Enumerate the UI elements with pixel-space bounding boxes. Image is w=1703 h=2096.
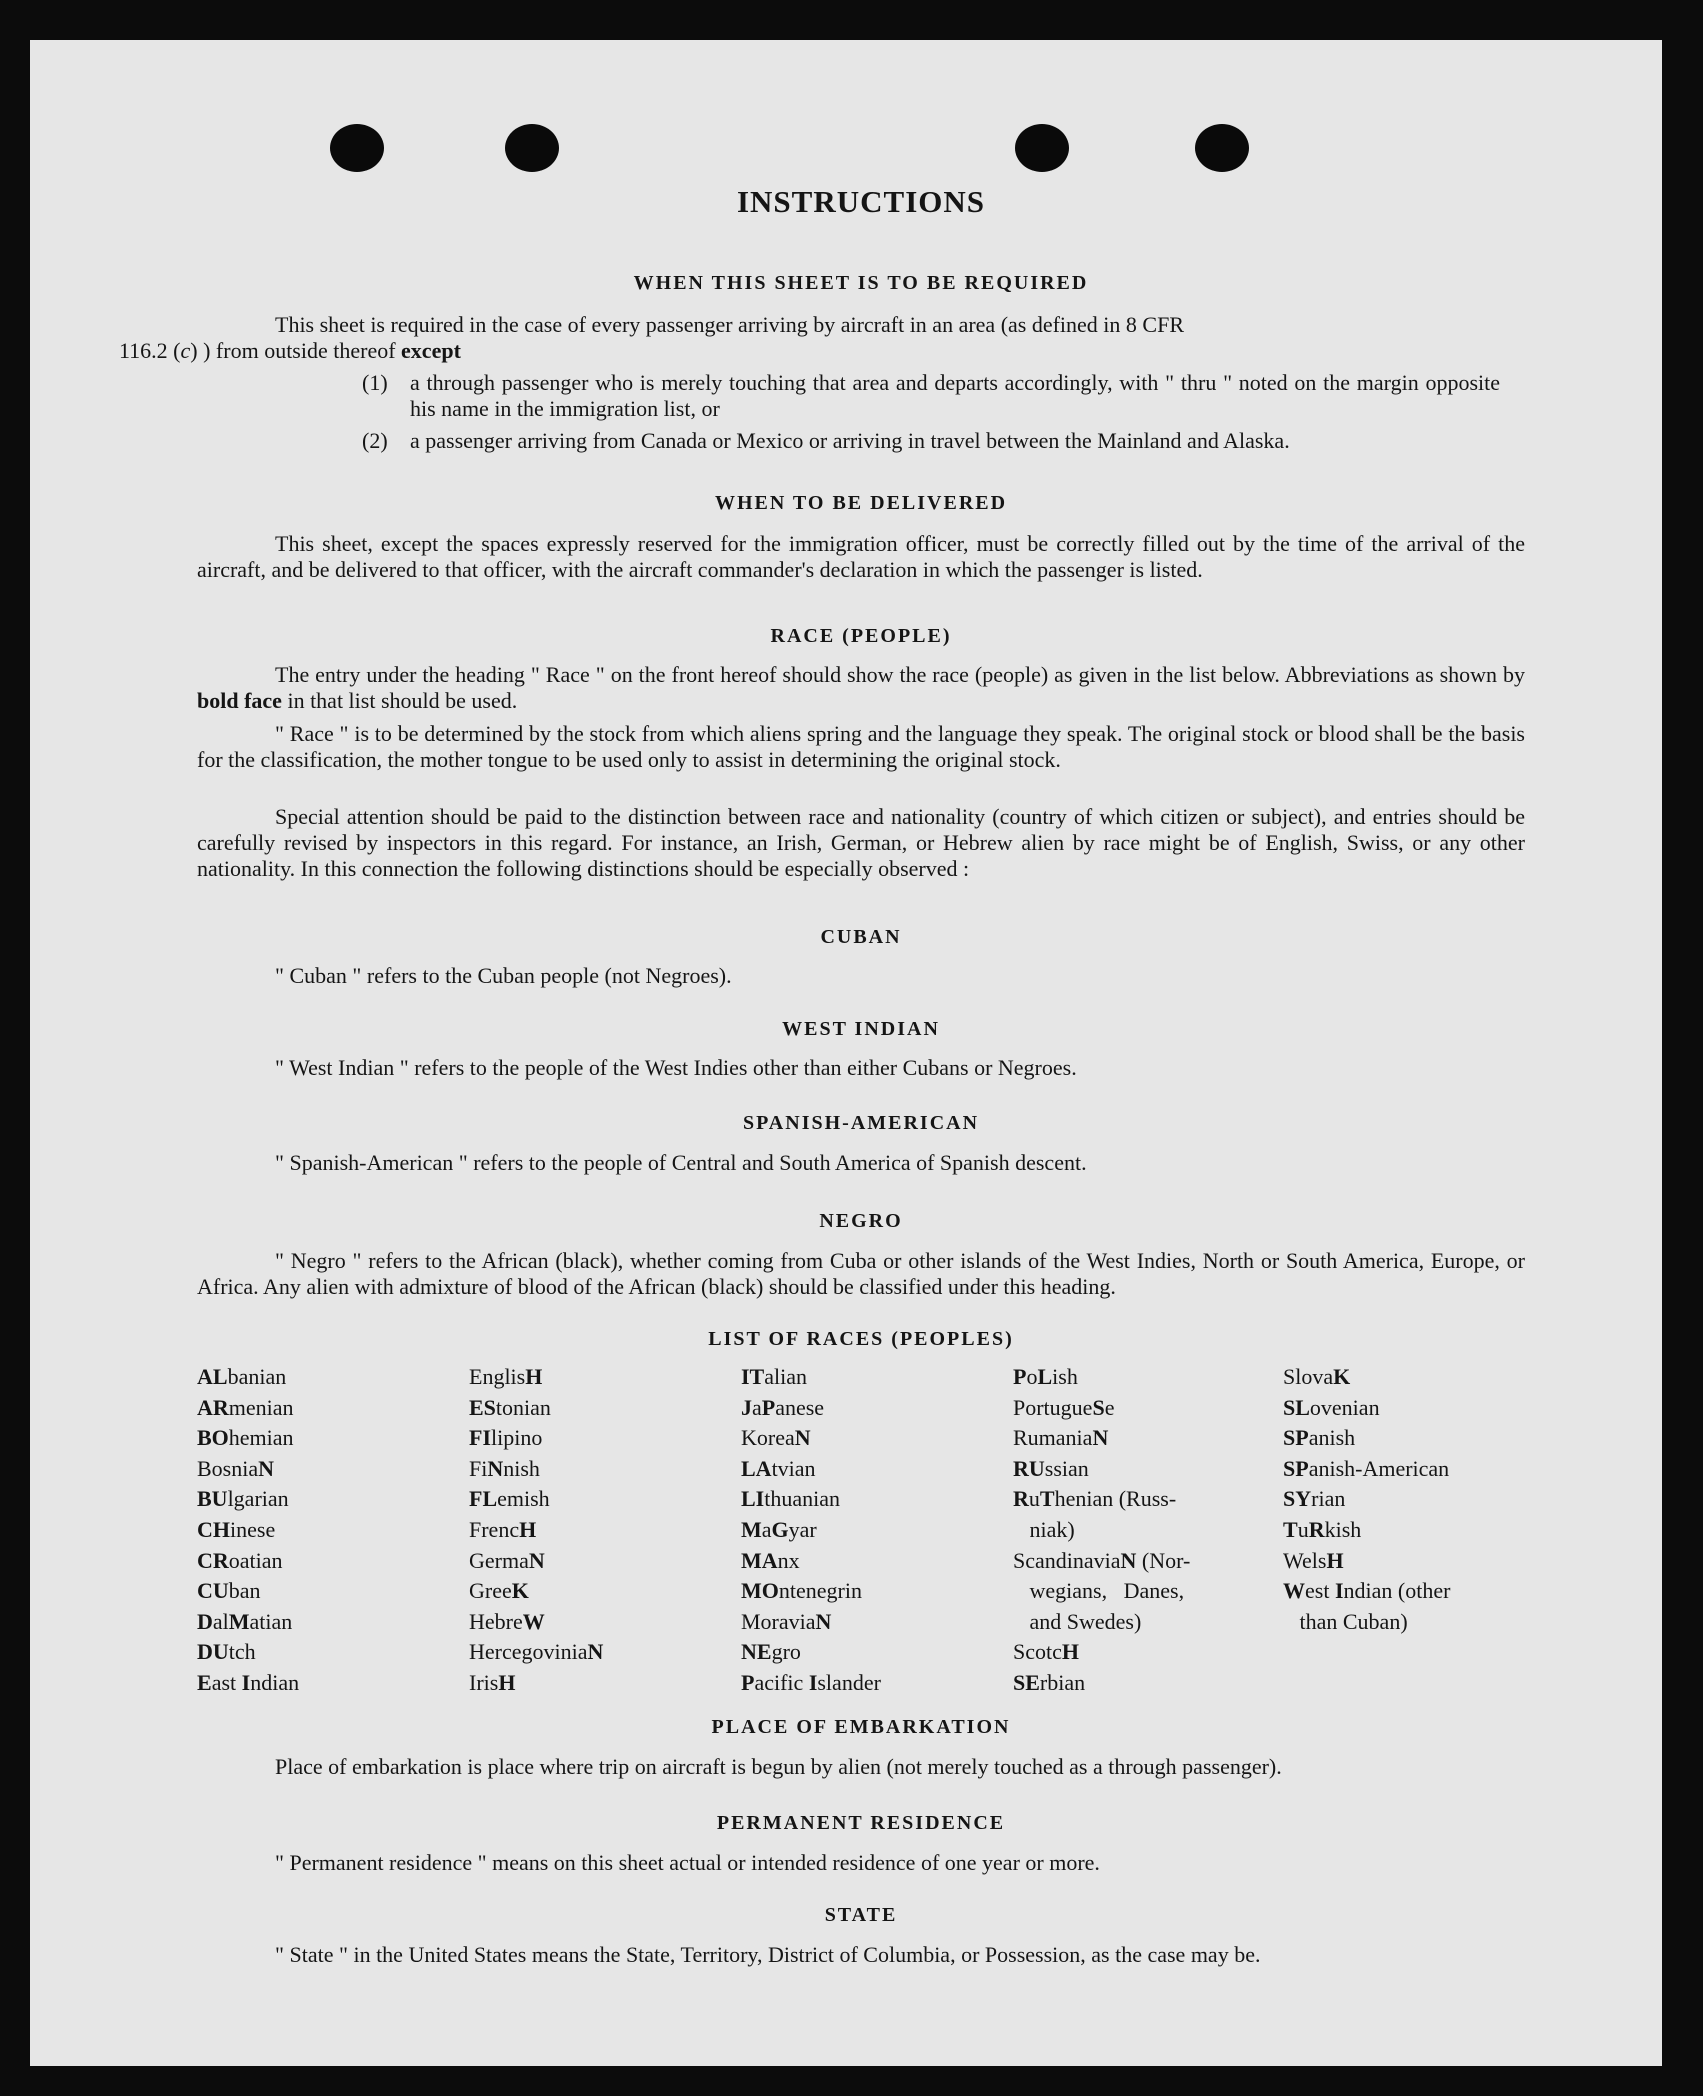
heading-race: RACE (PEOPLE) (770, 625, 952, 647)
race-entry: Pacific Islander (741, 1669, 881, 1695)
heading-embarkation: PLACE OF EMBARKATION (711, 1716, 1011, 1738)
race-entry: RumaniaN (1013, 1425, 1109, 1451)
punch-hole (1195, 124, 1249, 172)
race-entry: KoreaN (741, 1425, 811, 1451)
race-entry: FrencH (469, 1516, 537, 1542)
race-paragraph-1: The entry under the heading " Race " on the front hereof should show the race (people) as given in the list below. Abbreviations as shown by bold face in that list should be used. (197, 662, 1525, 713)
residence-text: " Permanent residence " means on this sheet actual or intended residence of one year or more. (275, 1850, 1100, 1875)
race-entry: SPanish (1283, 1425, 1356, 1451)
race-entry: LAtvian (741, 1455, 816, 1481)
race-entry: GreeK (469, 1578, 529, 1604)
punch-hole (330, 124, 384, 172)
negro-text: " Negro " refers to the African (black), whether coming from Cuba or other islands of the West Indies, North or South America, Europe, or Africa. Any alien with admixture of blood of the African (black) should be classified under this heading. (197, 1248, 1525, 1299)
race-entry: GermaN (469, 1547, 545, 1573)
race-entry: TuRkish (1283, 1516, 1362, 1542)
race-entry: SErbian (1013, 1669, 1086, 1695)
race-entry: niak) (1013, 1516, 1075, 1542)
race-entry: BosniaN (197, 1455, 275, 1481)
embarkation-text: Place of embarkation is place where trip on aircraft is begun by alien (not merely touched as a through passenger). (275, 1754, 1282, 1779)
race-entry: WelsH (1283, 1547, 1344, 1573)
race-paragraph-3: Special attention should be paid to the distinction between race and nationality (country of which citizen or subject), and entries should be carefully revised by inspectors in this regard. For instance, an Irish, German, or Hebrew alien by race might be of English, Swiss, or any other nationality. In this connection the following distinctions should be especially observed : (197, 804, 1525, 881)
race-entry: PoLish (1013, 1364, 1078, 1389)
race-entry: MoraviaN (741, 1608, 832, 1634)
heading-cuban: CUBAN (820, 926, 902, 948)
race-entry: ARmenian (197, 1394, 294, 1420)
race-entry: East Indian (197, 1669, 300, 1695)
race-entry: PortugueSe (1013, 1394, 1115, 1420)
heading-when-delivered: WHEN TO BE DELIVERED (714, 492, 1008, 514)
race-entry: FiNnish (469, 1455, 540, 1481)
race-entry: MaGyar (741, 1516, 817, 1542)
heading-spanish-american: SPANISH-AMERICAN (742, 1112, 980, 1134)
document-page: INSTRUCTIONS WHEN THIS SHEET IS TO BE REQUIRED This sheet is required in the case of every passenger arriving by aircraft in an area (as defined in 8 CFR 116.2 (c) ) from outside thereof except (1) a through passenger who is merely touching that area and departs accordingly, with " thru " noted on the margin opposite his name in the immigration list, or (2) a passenger arriving from Canada or Mexico or arriving in travel between the Mainland and Alaska. WHEN TO BE DELIVERED This sheet, except the spaces expressly reserved for the immigration officer, must be correctly filled out by the time of the arrival of the aircraft, and be delivered to that officer, with the aircraft commander's declaration in which the passenger is listed. RACE (PEOPLE) The entry under the heading " Race " on the front hereof should show the race (people) as given in the list below. Abbreviations as shown by bold face in that list should be used. " Race " is to be determined by the stock from which aliens spring and the language they speak. The original stock or blood shall be the basis for the classification, the mother tongue to be used only to assist in determining the original stock. Special attention should be paid to the distinction between race and nationality (country of which citizen or subject), and entries should be carefully revised by inspectors in this regard. For instance, an Irish, German, or Hebrew alien by race might be of English, Swiss, or any other nationality. In this connection the following distinctions should be especially observed : CUBAN " Cuban " refers to the Cuban people (not Negroes). WEST INDIAN " West Indian " refers to the people of the West Indies other than either Cubans or Negroes. SPANISH-AMERICAN " Spanish-American " refers to the people of Central and South America of Spanish descent. NEGRO " Negro " refers to the African (black), whether coming from Cuba or other islands of the West Indies, North or South America, Europe, or Africa. Any alien with admixture of blood of the African (black) should be classified under this heading. LIST OF RACES (PEOPLES) ALbanian ARmenian BOhemian BosniaN BUlgarian CHinese CRoatian CUban DalMatian DUtch East Indian EnglisH EStonian FIlipino FiNnish FLemish FrencH GermaN GreeK HebreW HercegoviniaN IrisH ITalian JaPanese KoreaN LAtvian LIthuanian MaGyar MAnx MOntenegrin MoraviaN NEgro Pacific Islander PoLish PortugueSe RumaniaN RUssian RuThenian (Russ- niak) ScandinaviaN (Nor- wegians, Danes, and Swedes) ScotcH SErbian SlovaK SLovenian SPanish SPanish-American SYrian TuRkish WelsH West Indian (other than Cuban) PLACE OF EMBARKATION Place of embarkation is place where trip on aircraft is begun by alien (not merely touched as a through passenger). PERMANENT RESIDENCE " Permanent residence " means on this sheet actual or intended residence of one year or more. STATE " State " in the United States means the State, Territory, District of Columbia, or Possession, as the case may be. (30, 40, 1662, 2066)
race-entry: CRoatian (197, 1547, 283, 1573)
race-entry: ScotcH (1013, 1639, 1080, 1665)
race-entry: MAnx (741, 1547, 800, 1573)
races-column (469, 1362, 603, 1699)
cuban-text: " Cuban " refers to the Cuban people (not Negroes). (275, 963, 732, 988)
race-entry: HebreW (469, 1608, 545, 1634)
delivered-text: This sheet, except the spaces expressly reserved for the immigration officer, must be correctly filled out by the time of the arrival of the aircraft, and be delivered to that officer, with the aircraft commander's declaration in which the passenger is listed. (197, 531, 1525, 582)
race-entry: HercegoviniaN (469, 1639, 604, 1665)
race-entry: ITalian (741, 1364, 808, 1389)
race-entry: CUban (197, 1578, 261, 1604)
race-entry: ScandinaviaN (Nor- (1013, 1547, 1191, 1573)
required-intro: This sheet is required in the case of every passenger arriving by aircraft in an area (as defined in 8 CFR 116.2 (c) ) from outside thereof except (119, 312, 1185, 363)
race-entry: West Indian (other (1283, 1578, 1451, 1604)
race-entry: LIthuanian (741, 1486, 841, 1512)
heading-negro: NEGRO (819, 1210, 903, 1232)
race-entry: RUssian (1013, 1455, 1089, 1481)
race-paragraph-2: " Race " is to be determined by the stock from which aliens spring and the language they speak. The original stock or blood shall be the basis for the classification, the mother tongue to be used only to assist in determining the original stock. (197, 721, 1525, 772)
race-entry: than Cuban) (1283, 1608, 1408, 1634)
race-entry: BUlgarian (197, 1486, 289, 1512)
race-entry: NEgro (741, 1639, 801, 1665)
spanish-american-text: " Spanish-American " refers to the people of Central and South America of Spanish descent. (275, 1150, 1087, 1175)
race-entry: BOhemian (197, 1425, 294, 1451)
races-column (1283, 1362, 1450, 1637)
punch-hole (1015, 124, 1069, 172)
punch-hole (505, 124, 559, 172)
races-column (197, 1362, 299, 1699)
race-entry: MOntenegrin (741, 1578, 862, 1604)
race-entry: and Swedes) (1013, 1608, 1142, 1634)
page-title: INSTRUCTIONS (736, 184, 985, 219)
race-entry: FLemish (469, 1486, 550, 1512)
race-entry: DalMatian (197, 1608, 293, 1634)
race-entry: DUtch (197, 1639, 256, 1665)
race-entry: IrisH (469, 1669, 516, 1695)
race-entry: EnglisH (469, 1364, 543, 1389)
state-text: " State " in the United States means the State, Territory, District of Columbia, or Possession, as the case may be. (275, 1942, 1261, 1967)
race-entry: EStonian (469, 1394, 551, 1420)
heading-west-indian: WEST INDIAN (782, 1018, 940, 1040)
race-entry: SYrian (1283, 1486, 1346, 1512)
race-entry: FIlipino (469, 1425, 543, 1451)
race-entry: ALbanian (197, 1364, 287, 1389)
heading-state: STATE (824, 1904, 898, 1926)
races-column (1013, 1362, 1190, 1699)
heading-races-list: LIST OF RACES (PEOPLES) (708, 1328, 1014, 1350)
race-entry: CHinese (197, 1516, 276, 1542)
heading-residence: PERMANENT RESIDENCE (716, 1812, 1006, 1834)
races-column (741, 1362, 881, 1699)
west-indian-text: " West Indian " refers to the people of the West Indies other than either Cubans or Negroes. (275, 1055, 1077, 1080)
race-entry: wegians, Danes, (1013, 1578, 1185, 1604)
race-entry: RuThenian (Russ- (1013, 1486, 1177, 1512)
race-entry: SPanish-American (1283, 1455, 1450, 1481)
race-entry: SLovenian (1283, 1394, 1380, 1420)
race-entry: SlovaK (1283, 1364, 1351, 1389)
race-entry: JaPanese (741, 1394, 825, 1420)
heading-when-required: WHEN THIS SHEET IS TO BE REQUIRED (633, 272, 1089, 294)
